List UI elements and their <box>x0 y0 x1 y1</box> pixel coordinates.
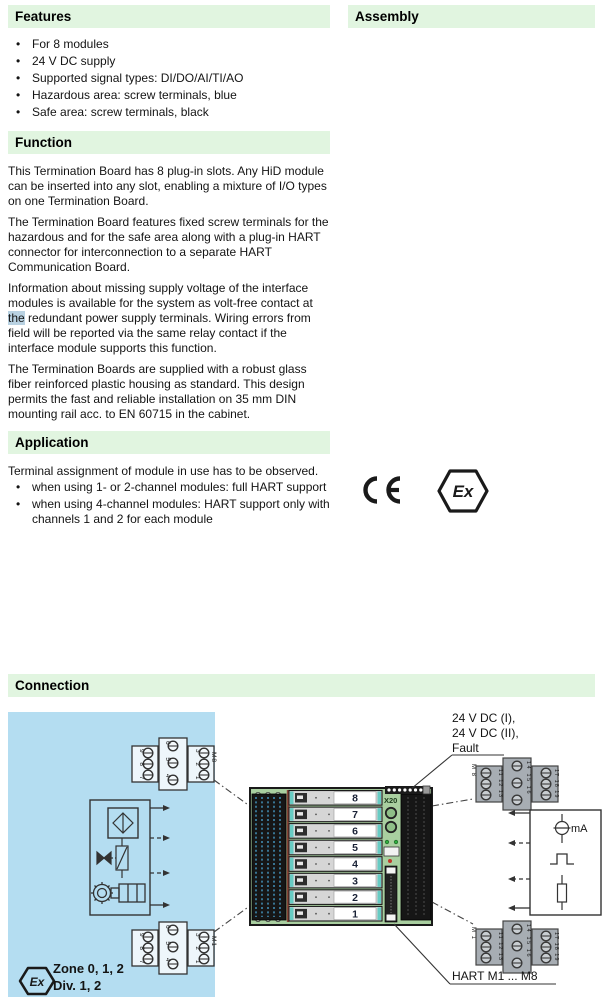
feature-item: • 24 V DC supply <box>14 53 332 70</box>
paragraph-text: redundant power supply terminals. Wiring errors from field will be reported via the same relay contact if the interface module supports this function. <box>8 311 311 355</box>
hazard-terminal-block-m1 <box>132 922 217 974</box>
terminal-numbers: 6 5 4 <box>164 741 171 783</box>
screw-icon <box>541 931 551 941</box>
feature-item: • Supported signal types: DI/DO/AI/TI/AO <box>14 70 332 87</box>
power-connector <box>385 786 430 794</box>
pulse-symbol <box>550 854 574 864</box>
application-item: • when using 1- or 2-channel modules: full HART support <box>14 480 332 496</box>
screw-icon <box>481 953 491 963</box>
screw-icon <box>481 768 491 778</box>
ex-mark-label: Ex <box>452 482 474 501</box>
power-label-line1: 24 V DC (I), <box>452 711 516 725</box>
screw-icon <box>541 779 551 789</box>
module-slot <box>289 873 382 888</box>
terminal-numbers: 6 5 4 <box>164 925 171 967</box>
svg-text:5: 5 <box>352 842 358 855</box>
function-paragraph: This Termination Board has 8 plug-in slots. Any HiD module can be inserted into any slot, enabling a mixture of I/O types on one Termination Board. <box>8 164 327 208</box>
ex-zone-label: Ex <box>29 975 45 989</box>
ex-mark-icon <box>434 464 492 518</box>
screw-icon <box>512 795 522 805</box>
ma-label: mA <box>571 823 588 835</box>
terminal-numbers: 17 18 19 <box>553 769 559 799</box>
text-selection-highlight: the <box>8 311 25 325</box>
hart-connector <box>385 866 397 922</box>
fuse-icon <box>386 822 396 832</box>
application-header: Application <box>8 431 330 454</box>
current-source-symbol <box>554 814 571 843</box>
screw-icon <box>512 924 522 934</box>
module-slot <box>289 890 382 905</box>
application-intro: Terminal assignment of module in use has to be observed. <box>8 464 319 478</box>
function-paragraph: The Termination Boards are supplied with a robust glass fiber reinforced plastic housing as standard. This design permits the fast and reliable installation on 35 mm DIN mounting rail acc. to EN 60715 in the cabinet. <box>8 362 307 421</box>
terminal-numbers: 9 8 7 <box>138 749 145 784</box>
ce-mark-icon <box>360 474 406 506</box>
features-list <box>8 36 332 121</box>
screw-icon <box>481 779 491 789</box>
function-text <box>8 164 332 428</box>
terminal-numbers: 11 12 13 <box>497 769 503 799</box>
module-tag: M1 <box>210 936 217 948</box>
screw-icon <box>512 941 522 951</box>
led-red-icon <box>388 859 392 863</box>
function-header: Function <box>8 131 330 154</box>
svg-text:2: 2 <box>352 891 358 904</box>
module-slot <box>289 807 382 822</box>
connection-diagram <box>0 700 603 1005</box>
terminal-numbers: 17 18 19 <box>553 932 559 962</box>
screw-icon <box>512 761 522 771</box>
led-icon <box>385 840 389 844</box>
feature-item: • Safe area: screw terminals, black <box>14 104 332 121</box>
power-label-line2: 24 V DC (II), <box>452 726 519 740</box>
safe-terminal-block-top <box>470 758 559 810</box>
terminal-numbers: 11 12 13 <box>497 932 503 962</box>
svg-text:3: 3 <box>352 875 358 888</box>
svg-text:7: 7 <box>352 809 358 822</box>
application-item: • when using 4-channel modules: HART support only with channels 1 and 2 for each module <box>14 497 332 528</box>
resistor-symbol <box>558 875 567 910</box>
screw-icon <box>541 942 551 952</box>
application-text <box>8 464 332 529</box>
module-slot <box>289 791 382 806</box>
function-paragraph <box>8 281 332 356</box>
led-icon <box>394 840 398 844</box>
svg-text:6: 6 <box>352 825 358 838</box>
terminal-numbers: 9 8 7 <box>138 933 145 968</box>
terminal-numbers: 14 15 16 <box>525 924 531 959</box>
fuse-icon <box>386 808 396 818</box>
module-slot <box>289 824 382 839</box>
screw-icon <box>512 958 522 968</box>
zone-label: Zone 0, 1, 2 <box>53 961 124 976</box>
screw-icon <box>512 778 522 788</box>
feature-item: • For 8 modules <box>14 36 332 53</box>
terminal-numbers: 14 15 16 <box>525 761 531 796</box>
hazard-terminal-block-m8 <box>132 738 217 790</box>
assembly-header: Assembly <box>348 5 595 28</box>
svg-text:8: 8 <box>352 792 358 805</box>
svg-text:4: 4 <box>352 858 358 871</box>
screw-icon <box>541 768 551 778</box>
connection-header: Connection <box>8 674 595 697</box>
features-header: Features <box>8 5 330 28</box>
function-paragraph: The Termination Board features fixed screw terminals for the hazardous and for the safe area along with a plug-in HART connector for interconnection to a separate HART Communication Board. <box>8 215 329 274</box>
connection-diagram-svg <box>0 700 603 1005</box>
hart-label: HART M1 ... M8 <box>452 969 538 983</box>
module-slot <box>289 857 382 872</box>
control-system-box <box>508 810 601 915</box>
module-tag: M 8 <box>470 764 476 778</box>
jumper-icon <box>384 847 399 856</box>
module-tag: M8 <box>210 752 217 764</box>
x20-label: X20 <box>384 796 398 805</box>
paragraph-text: Information about missing supply voltage of the interface modules is available for the system as volt-free contact at <box>8 281 313 310</box>
svg-text:1: 1 <box>352 908 358 921</box>
module-slot <box>289 840 382 855</box>
terminal-numbers: 3 2 1 <box>194 933 201 968</box>
module-tag: M 1 <box>470 927 476 941</box>
feature-item: • Hazardous area: screw terminals, blue <box>14 87 332 104</box>
safe-terminal-block-bottom <box>470 921 559 973</box>
screw-icon <box>541 953 551 963</box>
screw-icon <box>541 790 551 800</box>
screw-icon <box>481 931 491 941</box>
screw-icon <box>481 942 491 952</box>
div-label: Div. 1, 2 <box>53 978 102 993</box>
board-hazard-terminals <box>252 794 286 920</box>
system-arrows <box>508 810 530 911</box>
termination-board <box>250 786 432 925</box>
power-label-line3: Fault <box>452 741 479 755</box>
module-slot <box>289 906 382 921</box>
terminal-numbers: 3 2 1 <box>194 749 201 784</box>
board-safe-terminals <box>401 794 431 920</box>
screw-icon <box>481 790 491 800</box>
